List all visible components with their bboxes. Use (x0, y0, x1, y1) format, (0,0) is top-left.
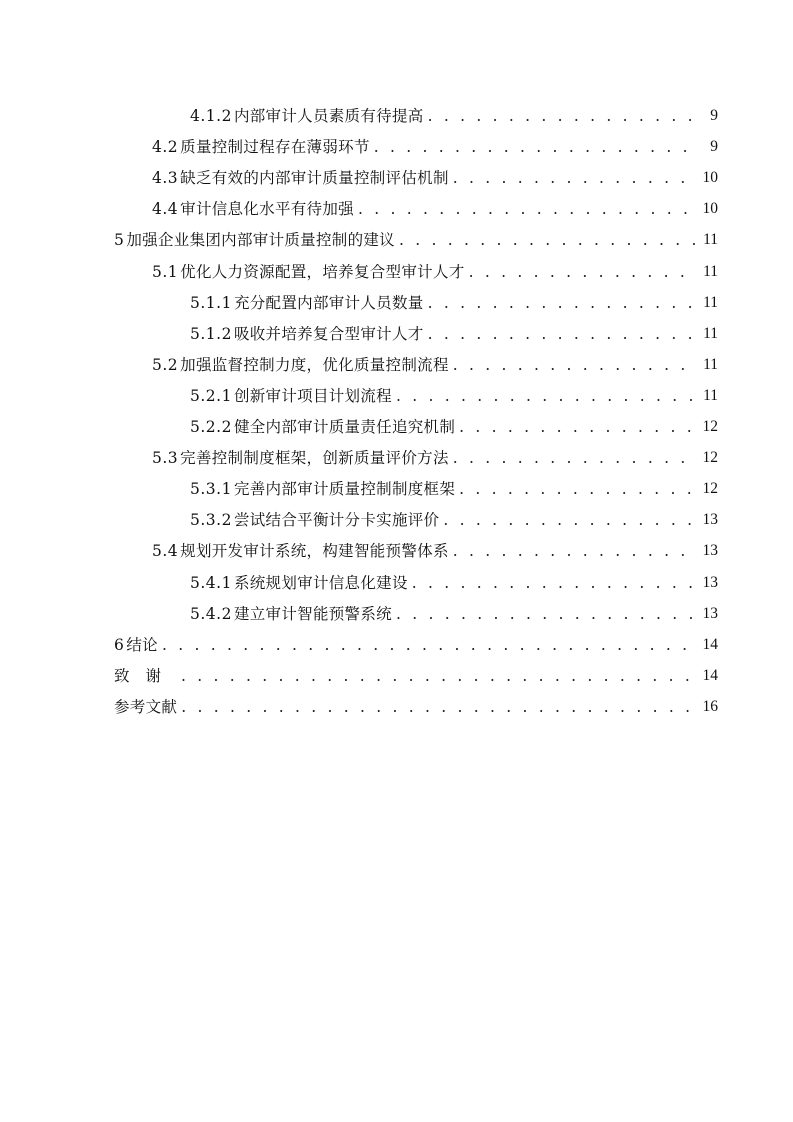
dot-leader (181, 696, 696, 718)
toc-entry-title: 优化人力资源配置，培养复合型审计人才 (180, 262, 465, 281)
toc-entry-4-1-2[interactable] (114, 96, 718, 127)
toc-entry-4-2[interactable] (114, 127, 718, 158)
toc-entry-title: 加强企业集团内部审计质量控制的建议 (126, 231, 395, 250)
dot-leader (412, 572, 696, 594)
toc-entry-5-4-1[interactable] (114, 562, 718, 593)
dot-leader (428, 292, 696, 314)
toc-entry-page: 11 (703, 324, 718, 342)
dot-leader (443, 509, 696, 531)
toc-entry-5-3[interactable] (114, 438, 718, 469)
dot-leader (453, 167, 696, 189)
toc-entry-title: 质量控制过程存在薄弱环节 (180, 138, 370, 157)
toc-entry-title: 结论 (126, 635, 158, 654)
toc-entry-number: 4.1.2 (190, 107, 232, 126)
toc-entry-5-3-1[interactable] (114, 469, 718, 500)
toc-entry-number: 6 (114, 635, 125, 654)
toc-entry-5-4[interactable] (114, 531, 718, 562)
dot-leader (181, 665, 696, 687)
toc-entry-page: 13 (702, 542, 718, 560)
toc-entry-number: 5.1.2 (190, 324, 232, 343)
toc-entry-title: 审计信息化水平有待加强 (180, 200, 354, 219)
toc-entry-title: 规划开发审计系统，构建智能预警体系 (180, 542, 449, 561)
toc-entry-number: 5.1.1 (190, 293, 232, 312)
toc-entry-6[interactable] (114, 625, 718, 656)
toc-entry-page: 16 (702, 697, 718, 715)
dot-leader (428, 105, 696, 127)
toc-entry-number: 5.3.2 (190, 511, 232, 530)
toc-entry-page: 9 (710, 138, 718, 156)
toc-entry-4-4[interactable] (114, 189, 718, 220)
dot-leader (428, 323, 696, 345)
toc-entry-page: 11 (703, 231, 718, 249)
dot-leader (459, 416, 696, 438)
toc-entry-page: 12 (702, 480, 718, 498)
toc-entry-number: 5.4.1 (190, 573, 232, 592)
toc-entry-number: 5.3.1 (190, 480, 232, 499)
toc-entry-page: 13 (702, 604, 718, 622)
dot-leader (453, 447, 696, 469)
toc-entry-page: 11 (703, 386, 718, 404)
toc-entry-title: 内部审计人员素质有待提高 (233, 107, 424, 126)
toc-entry-page: 13 (702, 573, 718, 591)
toc-entry-title: 建立审计智能预警系统 (233, 604, 392, 623)
toc-entry-page: 14 (702, 666, 718, 684)
toc-entry-title: 完善内部审计质量控制制度框架 (233, 480, 456, 499)
toc-entry-page: 13 (702, 511, 718, 529)
toc-entry-title: 创新审计项目计划流程 (233, 386, 392, 405)
toc-entry-page: 12 (702, 449, 718, 467)
toc-entry-number: 5.3 (152, 449, 179, 468)
toc-entry-number: 5.2 (152, 355, 179, 374)
toc-entry-4-3[interactable] (114, 158, 718, 189)
toc-entry-page: 9 (710, 107, 718, 125)
toc-entry-number: 5.1 (152, 262, 179, 281)
toc-entry-title: 健全内部审计质量责任追究机制 (233, 418, 456, 437)
toc-entry-number: 5.2.2 (190, 418, 232, 437)
toc-entry-5-4-2[interactable] (114, 594, 718, 625)
toc-entry-title: 加强监督控制力度，优化质量控制流程 (180, 355, 449, 374)
toc-entry-5-1-1[interactable] (114, 283, 718, 314)
toc-entry-title: 充分配置内部审计人员数量 (233, 293, 424, 312)
toc-entry-5-2-2[interactable] (114, 407, 718, 438)
toc-entry-5-2-1[interactable] (114, 376, 718, 407)
table-of-contents (114, 96, 718, 718)
toc-entry-title: 缺乏有效的内部审计质量控制评估机制 (180, 169, 449, 188)
toc-entry-acknowledgements[interactable] (114, 656, 718, 687)
toc-entry-title: 完善控制制度框架，创新质量评价方法 (180, 449, 449, 468)
dot-leader (459, 478, 696, 500)
toc-entry-number: 4.2 (152, 138, 179, 157)
toc-entry-number: 5.2.1 (190, 386, 232, 405)
toc-entry-references[interactable] (114, 687, 718, 718)
toc-entry-number: 5.4 (152, 542, 179, 561)
toc-entry-page: 14 (702, 635, 718, 653)
toc-entry-number: 4.3 (152, 169, 179, 188)
dot-leader (453, 540, 696, 562)
dot-leader (162, 634, 696, 656)
dot-leader (358, 198, 696, 220)
toc-entry-title: 致谢 (114, 666, 178, 685)
dot-leader (399, 229, 696, 251)
dot-leader (396, 385, 696, 407)
toc-entry-page: 11 (703, 293, 718, 311)
toc-entry-title: 系统规划审计信息化建设 (233, 573, 408, 592)
dot-leader (396, 603, 696, 625)
dot-leader (469, 261, 696, 283)
toc-entry-5-1[interactable] (114, 251, 718, 282)
toc-entry-page: 10 (702, 200, 718, 218)
toc-entry-5-3-2[interactable] (114, 500, 718, 531)
toc-entry-number: 5.4.2 (190, 604, 232, 623)
toc-entry-5-2[interactable] (114, 345, 718, 376)
toc-entry-title: 参考文献 (114, 697, 178, 716)
toc-entry-title: 吸收并培养复合型审计人才 (233, 324, 424, 343)
toc-entry-5-1-2[interactable] (114, 314, 718, 345)
toc-entry-5[interactable] (114, 220, 718, 251)
dot-leader (453, 354, 696, 376)
dot-leader (374, 136, 696, 158)
toc-entry-number: 5 (114, 231, 125, 250)
toc-entry-page: 11 (703, 262, 718, 280)
toc-entry-page: 10 (702, 169, 718, 187)
toc-entry-page: 11 (703, 355, 718, 373)
toc-entry-number: 4.4 (152, 200, 179, 219)
toc-entry-title: 尝试结合平衡计分卡实施评价 (233, 511, 440, 530)
toc-entry-page: 12 (702, 418, 718, 436)
